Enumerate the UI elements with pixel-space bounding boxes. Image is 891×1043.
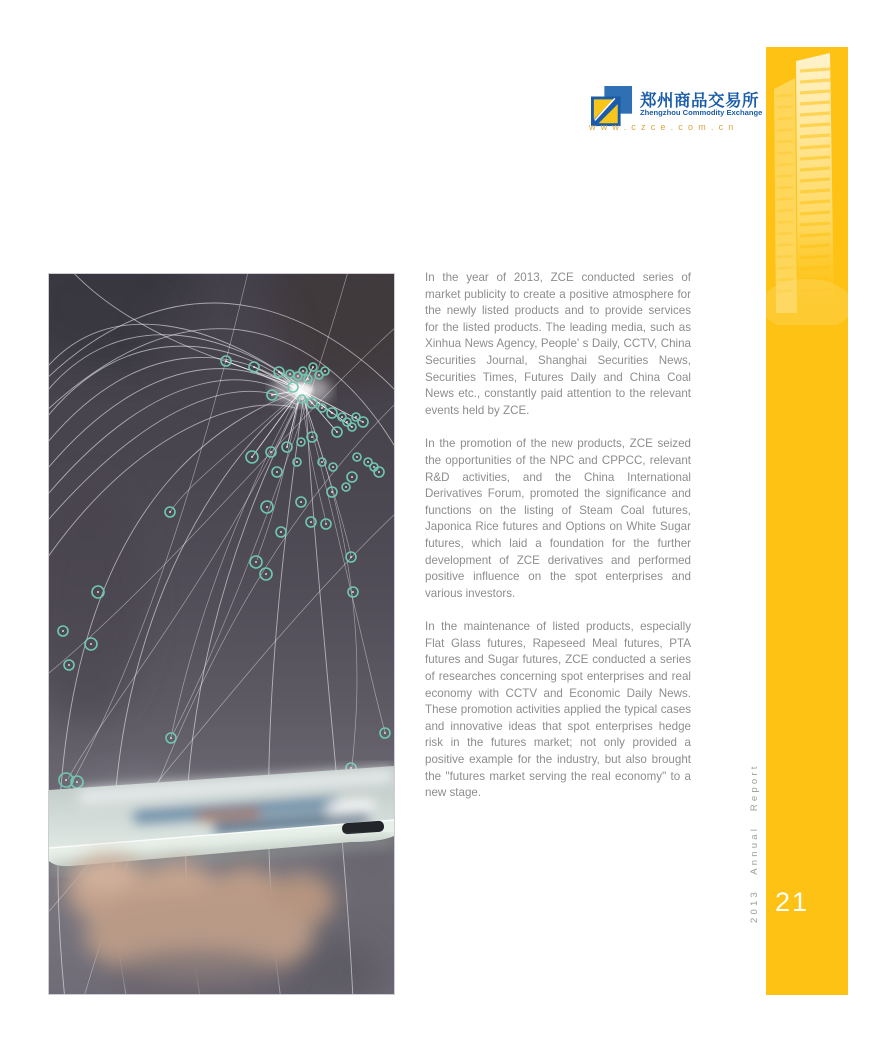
vertical-report-label: 2013 Annual Report bbox=[749, 763, 760, 923]
paragraph-listed-products-maintenance: In the maintenance of listed products, especially Flat Glass futures, Rapeseed Meal futures, PTA futures and Sugar futures, ZCE conducted a series of researches concerning spot enterprises and real economy with CCTV and Economic Daily News. These promotion activities applied the typical cases and innovative ideas that spot enterprises hedge risk in the futures market; not only provided a positive example for the industry, but also brought the "futures market serving the real economy" to a new stage. bbox=[425, 620, 691, 800]
article-text bbox=[425, 270, 691, 819]
building-left-tower bbox=[774, 78, 797, 313]
building-glow bbox=[766, 279, 848, 325]
paragraph-market-publicity: In the year of 2013, ZCE conducted series of market publicity to create a positive atmosphere for the newly listed products and to provide services for the listed products. The leading media, such as Xinhua News Agency, People' s Daily, CCTV, China Securities Journal, Shanghai Securities News, Securities Times, Futures Daily and China Coal News etc., constantly paid attention to the relevant events held by ZCE. bbox=[425, 271, 691, 417]
logo-name-chinese: 郑州商品交易所 bbox=[640, 92, 759, 110]
page-number: 21 bbox=[775, 887, 810, 917]
side-stripe bbox=[766, 47, 848, 995]
paragraph-new-products-promotion: In the promotion of the new products, ZCE seized the opportunities of the NPC and CPPCC, relevant R&D activities, and the China International Derivatives Forum, promoted the significance and functions on the listing of Steam Coal futures, Japonica Rice futures and Options on White Sugar futures, which laid a foundation for the further development of ZCE derivatives and performed positive influence on the spot enterprises and various investors. bbox=[425, 437, 691, 600]
zce-logo bbox=[589, 85, 763, 137]
building-artwork bbox=[766, 47, 848, 325]
logo-website-url: www.czce.com.cn bbox=[589, 122, 739, 132]
tablet-network-photo bbox=[48, 273, 395, 995]
logo-name-english: Zhengzhou Commodity Exchange bbox=[640, 108, 763, 117]
